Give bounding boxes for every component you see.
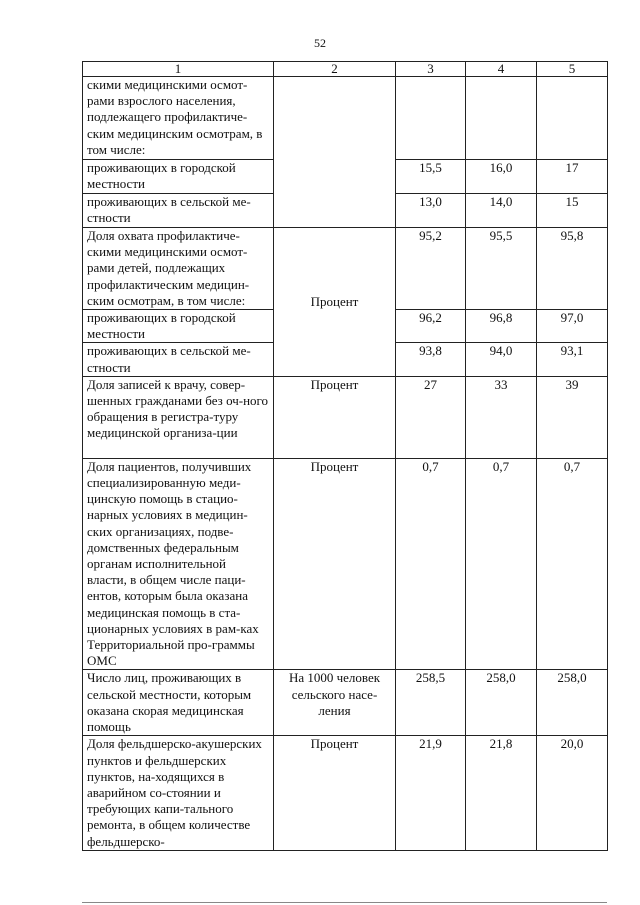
- value-cell: 93,1: [537, 343, 608, 376]
- indicator-cell: Доля пациентов, получивших специализированную меди-цинскую помощь в стацио-нарных условиях в медицин-ских организациях, подве-домственных федеральным органам исполнительной власти, в общем числе паци-ентов, которым была оказана медицинская помощь в ста-ционарных условиях в рам-ках Территориальной про-граммы ОМС: [83, 458, 274, 670]
- header-col-1: 1: [83, 62, 274, 77]
- header-col-5: 5: [537, 62, 608, 77]
- indicator-cell: Доля записей к врачу, совер-шенных гражданами без оч-ного обращения в регистра-туру медицинской организа-ции: [83, 376, 274, 458]
- value-cell: 15: [537, 194, 608, 228]
- unit-cell: Процент: [274, 376, 396, 458]
- value-cell: 258,5: [396, 670, 466, 736]
- value-cell: 0,7: [396, 458, 466, 670]
- value-cell: 13,0: [396, 194, 466, 228]
- indicator-cell: Число лиц, проживающих в сельской местности, которым оказана скорая медицинская помощь: [83, 670, 274, 736]
- unit-cell: На 1000 человек сельского насе-ления: [274, 670, 396, 736]
- value-cell: 17: [537, 160, 608, 194]
- value-cell: [396, 77, 466, 160]
- value-cell: 33: [466, 376, 537, 458]
- header-col-4: 4: [466, 62, 537, 77]
- value-cell: 21,8: [466, 736, 537, 850]
- table-row: [83, 77, 608, 160]
- value-cell: 15,5: [396, 160, 466, 194]
- indicator-cell: Доля охвата профилактиче-скими медицинскими осмот-рами детей, подлежащих профилактическим медицин-ским осмотрам, в том числе:: [83, 228, 274, 310]
- value-cell: 95,5: [466, 228, 537, 310]
- value-cell: 93,8: [396, 343, 466, 376]
- indicator-cell: проживающих в городской местности: [83, 310, 274, 343]
- table-row: [83, 228, 608, 310]
- value-cell: 95,2: [396, 228, 466, 310]
- value-cell: [466, 77, 537, 160]
- indicators-table: [82, 61, 608, 851]
- value-cell: 20,0: [537, 736, 608, 850]
- value-cell: 27: [396, 376, 466, 458]
- header-col-3: 3: [396, 62, 466, 77]
- indicator-cell: скими медицинскими осмот-рами взрослого населения, подлежащего профилактиче-ским медицинским осмотрам, в том числе:: [83, 77, 274, 160]
- table-row: [83, 458, 608, 670]
- unit-cell: Процент: [274, 736, 396, 850]
- value-cell: 258,0: [537, 670, 608, 736]
- value-cell: 0,7: [537, 458, 608, 670]
- value-cell: 16,0: [466, 160, 537, 194]
- unit-cell: Процент: [274, 458, 396, 670]
- value-cell: 97,0: [537, 310, 608, 343]
- value-cell: 96,2: [396, 310, 466, 343]
- value-cell: 21,9: [396, 736, 466, 850]
- indicator-cell: проживающих в сельской ме-стности: [83, 343, 274, 376]
- value-cell: 94,0: [466, 343, 537, 376]
- value-cell: 0,7: [466, 458, 537, 670]
- indicator-cell: проживающих в сельской ме-стности: [83, 194, 274, 228]
- table-row: [83, 736, 608, 850]
- value-cell: 258,0: [466, 670, 537, 736]
- value-cell: 95,8: [537, 228, 608, 310]
- table-row: [83, 376, 608, 458]
- header-col-2: 2: [274, 62, 396, 77]
- value-cell: 39: [537, 376, 608, 458]
- unit-cell: Процент: [274, 228, 396, 377]
- page-bottom-rule: [82, 902, 607, 903]
- value-cell: 14,0: [466, 194, 537, 228]
- table-row: [83, 670, 608, 736]
- value-cell: [537, 77, 608, 160]
- value-cell: 96,8: [466, 310, 537, 343]
- indicator-cell: Доля фельдшерско-акушерских пунктов и фельдшерских пунктов, на-ходящихся в аварийном со-стоянии и требующих капи-тального ремонта, в общем количестве фельдшерско-: [83, 736, 274, 850]
- header-row: [83, 62, 608, 77]
- page-number: 52: [314, 36, 326, 50]
- unit-cell: [274, 77, 396, 228]
- indicator-cell: проживающих в городской местности: [83, 160, 274, 194]
